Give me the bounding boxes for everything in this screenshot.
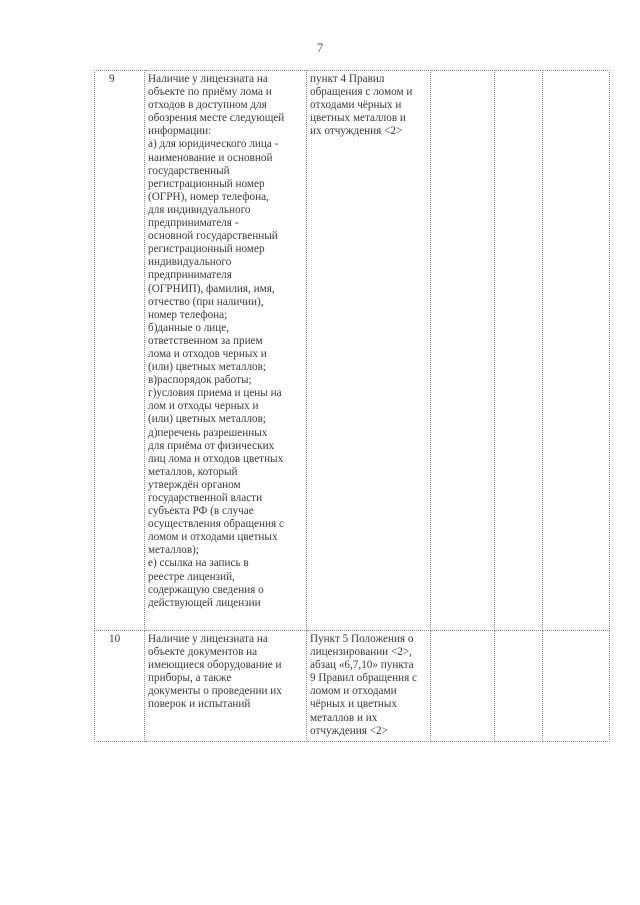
empty-yes-cell xyxy=(431,631,495,742)
requirement-text-line: лом и отходы черных и xyxy=(148,400,259,413)
requirement-text-line: металлов, который xyxy=(148,465,238,478)
requirement-text-line: Наличие у лицензиата на xyxy=(148,633,268,645)
requirement-text-line: (или) цветных металлов; xyxy=(148,361,267,374)
requirement-text-line: информации: xyxy=(148,125,212,138)
requirement-text-line: лиц лома и отходов цветных xyxy=(148,452,284,465)
requirement-text-line: предпринимателя xyxy=(148,269,232,282)
reference-text-line: отходами чёрных и xyxy=(310,99,402,112)
requirements-table xyxy=(94,70,610,742)
requirement-text-line: действующей лицензии xyxy=(148,596,261,609)
requirement-text-line: субъекта РФ (в случае xyxy=(148,505,254,518)
requirement-text-line: д)перечень разрешенных xyxy=(148,426,268,439)
requirement-text-line: имеющиеся оборудование и xyxy=(148,659,282,672)
requirement-text-line: реестре лицензий, xyxy=(148,570,235,583)
requirement-text-line: ответственном за прием xyxy=(148,334,263,347)
requirement-text-line: осуществления обращения с xyxy=(148,518,284,531)
reference-text-line: ломом и отходами xyxy=(310,685,397,698)
table-row xyxy=(95,631,610,742)
row-number-cell: 9 xyxy=(95,71,145,631)
requirement-text-line: (ОГРНИП), фамилия, имя, xyxy=(148,282,275,295)
requirement-text-line: г)условия приема и цены на xyxy=(148,387,282,400)
requirement-text-line: объекте по приёму лома и xyxy=(148,86,272,99)
requirement-cell xyxy=(145,71,307,631)
reference-text-line: 9 Правил обращения с xyxy=(310,672,417,685)
empty-yes-cell xyxy=(431,71,495,631)
empty-note-cell xyxy=(543,71,610,631)
requirement-text-line: отчество (при наличии), xyxy=(148,295,264,308)
row-number-cell: 10 xyxy=(95,631,145,742)
requirement-text-line: для индивидуального xyxy=(148,203,251,216)
empty-no-cell xyxy=(495,71,543,631)
reference-text-line: чёрных и цветных xyxy=(310,698,398,711)
requirement-text-line: индивидуального xyxy=(148,256,232,269)
requirement-text-line: номер телефона; xyxy=(148,308,228,321)
requirement-text-line: приборы, а также xyxy=(148,672,232,685)
empty-no-cell xyxy=(495,631,543,742)
reference-text-line: пункт 4 Правил xyxy=(310,73,385,85)
reference-text-line: Пункт 5 Положения о xyxy=(310,633,414,645)
legal-reference-cell xyxy=(307,71,431,631)
requirement-text-line: обозрения месте следующей xyxy=(148,112,285,125)
legal-reference-cell xyxy=(307,631,431,742)
requirement-text-line: поверок и испытаний xyxy=(148,698,251,711)
reference-text-line: отчуждения <2> xyxy=(310,724,388,737)
requirement-text-line: документы о проведении их xyxy=(148,685,282,698)
reference-text-line: абзац «6,7,10» пункта xyxy=(310,659,414,672)
requirement-text-line: в)распорядок работы; xyxy=(148,374,252,387)
reference-text-line: лицензировании <2>, xyxy=(310,646,412,659)
page-number: 7 xyxy=(316,40,324,55)
table-row xyxy=(95,71,610,631)
reference-text-line: обращения с ломом и xyxy=(310,86,413,99)
requirement-text-line: содержащую сведения о xyxy=(148,583,264,596)
requirement-text-line: регистрационный номер xyxy=(148,177,265,190)
requirement-text-line: регистрационный номер xyxy=(148,243,265,256)
reference-text-line: металлов и их xyxy=(310,711,378,724)
requirement-text-line: (или) цветных металлов; xyxy=(148,413,267,426)
empty-note-cell xyxy=(543,631,610,742)
requirement-text-line: основной государственный xyxy=(148,230,278,243)
requirement-text-line: отходов в доступном для xyxy=(148,99,267,112)
requirement-cell xyxy=(145,631,307,742)
requirement-text-line: металлов); xyxy=(148,544,200,557)
requirement-text-line: утверждён органом xyxy=(148,478,241,491)
requirement-text-line: государственной власти xyxy=(148,492,263,504)
requirement-text-line: для приёма от физических xyxy=(148,439,275,452)
requirement-text-line: наименование и основной xyxy=(148,151,273,164)
requirement-text-line: лома и отходов черных и xyxy=(148,347,267,360)
requirement-text-line: Наличие у лицензиата на xyxy=(148,73,268,85)
requirement-text-line: ломом и отходами цветных xyxy=(148,531,278,544)
requirement-text-line: объекте документов на xyxy=(148,646,258,659)
requirement-text-line: (ОГРН), номер телефона, xyxy=(148,190,269,203)
requirement-text-line: б)данные о лице, xyxy=(148,321,230,334)
reference-text-line: цветных металлов и xyxy=(310,112,406,125)
requirement-text-line: государственный xyxy=(148,164,230,177)
requirement-text-line: а) для юридического лица - xyxy=(148,138,279,151)
requirement-text-line: предпринимателя - xyxy=(148,217,239,230)
requirement-text-line: е) ссылка на запись в xyxy=(148,557,249,570)
reference-text-line: их отчуждения <2> xyxy=(310,125,403,138)
